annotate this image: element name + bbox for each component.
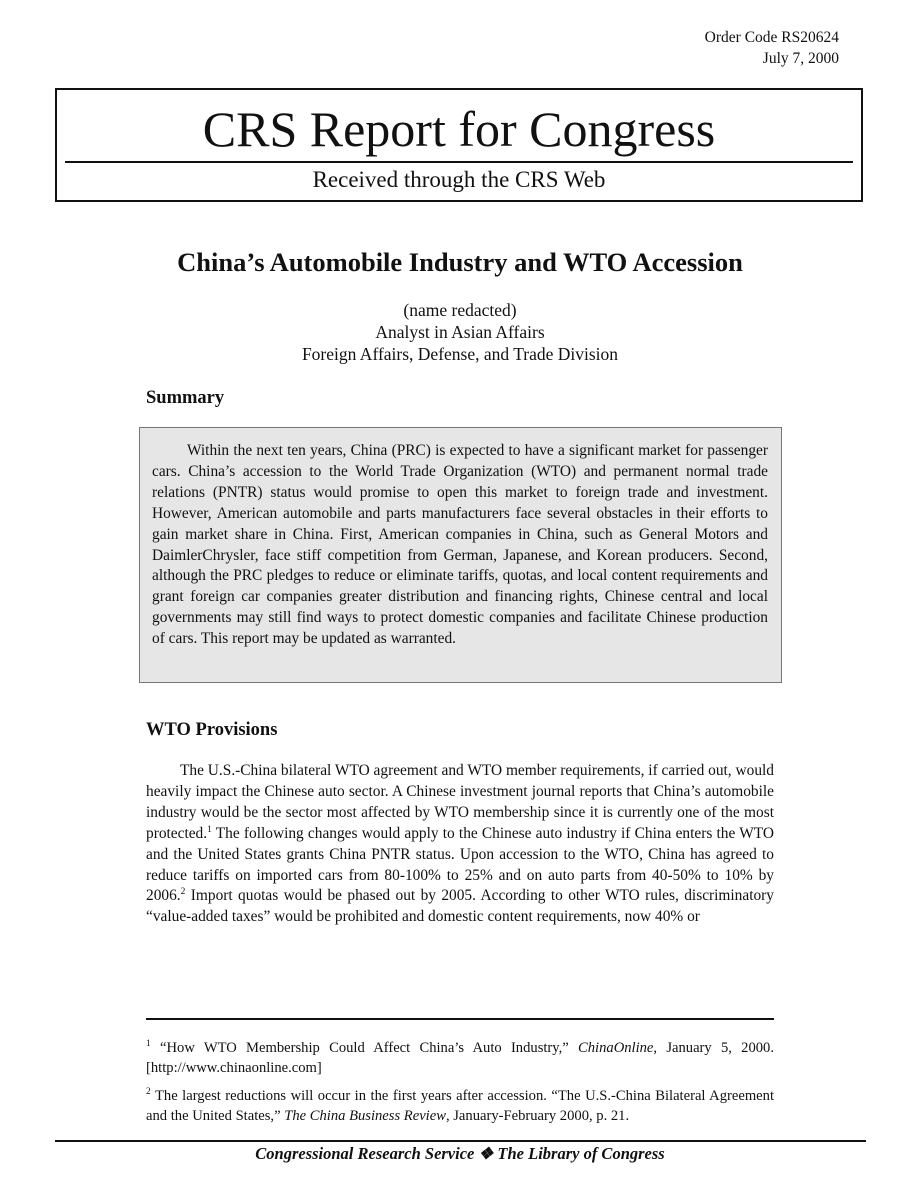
banner-subtitle: Received through the CRS Web [312,167,606,192]
footnote-1 [146,1038,774,1078]
footnote-text: , January 5, 2000. [http://www.chinaonline.com] [146,1040,774,1076]
footnote-source: The China Business Review [284,1108,446,1124]
footnote-text: , January-February 2000, p. 21. [445,1108,630,1124]
footnote-text: The largest reductions will occur in the first years after accession. “The U.S.-China Bilateral Agreement and the United States,” [146,1088,774,1124]
report-date: July 7, 2000 [762,50,839,67]
footer-divider [55,1140,866,1142]
report-banner [55,88,863,202]
banner-title: CRS Report for Congress [202,101,716,157]
paragraph-text-part-3: Import quotas would be phased out by 2005. According to other WTO rules, discriminatory “value-added taxes” would be prohibited and domestic content requirements, now 40% or [146,887,774,926]
page-footer: Congressional Research Service ❖ The Library of Congress [255,1144,665,1163]
footnote-number: 1 [146,1039,151,1049]
document-title: China’s Automobile Industry and WTO Accession [177,247,743,277]
summary-heading: Summary [146,388,225,408]
banner-divider [65,161,853,163]
summary-box [139,427,782,683]
author-title: Analyst in Asian Affairs [375,322,545,342]
order-code: Order Code RS20624 [704,29,839,46]
author-division: Foreign Affairs, Defense, and Trade Division [301,344,619,364]
footnote-ref-2[interactable]: 2 [180,887,186,898]
footnote-divider [146,1018,774,1020]
author-block [0,299,920,365]
order-code-block [705,27,839,69]
paragraph-text-part-2: The following changes would apply to the Chinese auto industry if China enters the WTO and the United States grants China PNTR status. Upon accession to the WTO, China has agreed to reduce tariffs on imported cars from 80-100% to 25% and on auto parts from 40-50% to 10% by 2006. [146,824,774,905]
footnote-source: ChinaOnline [578,1040,654,1056]
footnote-ref-1[interactable]: 1 [207,824,212,835]
summary-text: Within the next ten years, China (PRC) is expected to have a significant market for passenger cars. China’s accession to the World Trade Organization (WTO) and permanent normal trade relations (PNTR) status would promise to open this market to foreign trade and investment. However, American automobile and parts manufacturers face several obstacles in their efforts to gain market share in China. First, American companies in China, such as General Motors and DaimlerChrysler, face stiff competition from German, Japanese, and Korean producers. Second, although the PRC pledges to reduce or eliminate tariffs, quotas, and local content requirements and grant foreign car companies greater distribution and financing rights, Chinese central and local governments may still find ways to protect domestic companies and facilitate Chinese production of cars. This report may be updated as warranted. [152,442,768,648]
footnote-text: “How WTO Membership Could Affect China’s Auto Industry,” [150,1040,579,1056]
wto-provisions-heading: WTO Provisions [146,720,278,740]
paragraph-text-part-1: The U.S.-China bilateral WTO agreement and WTO member requirements, if carried out, would heavily impact the Chinese auto sector. A Chinese investment journal reports that China’s automobile industry would be the sector most affected by WTO membership since it is currently one of the most protected. [146,762,774,842]
wto-provisions-paragraph [146,761,774,928]
author-name: (name redacted) [403,300,517,320]
footnote-number: 2 [146,1087,151,1097]
footnote-2 [146,1086,774,1126]
